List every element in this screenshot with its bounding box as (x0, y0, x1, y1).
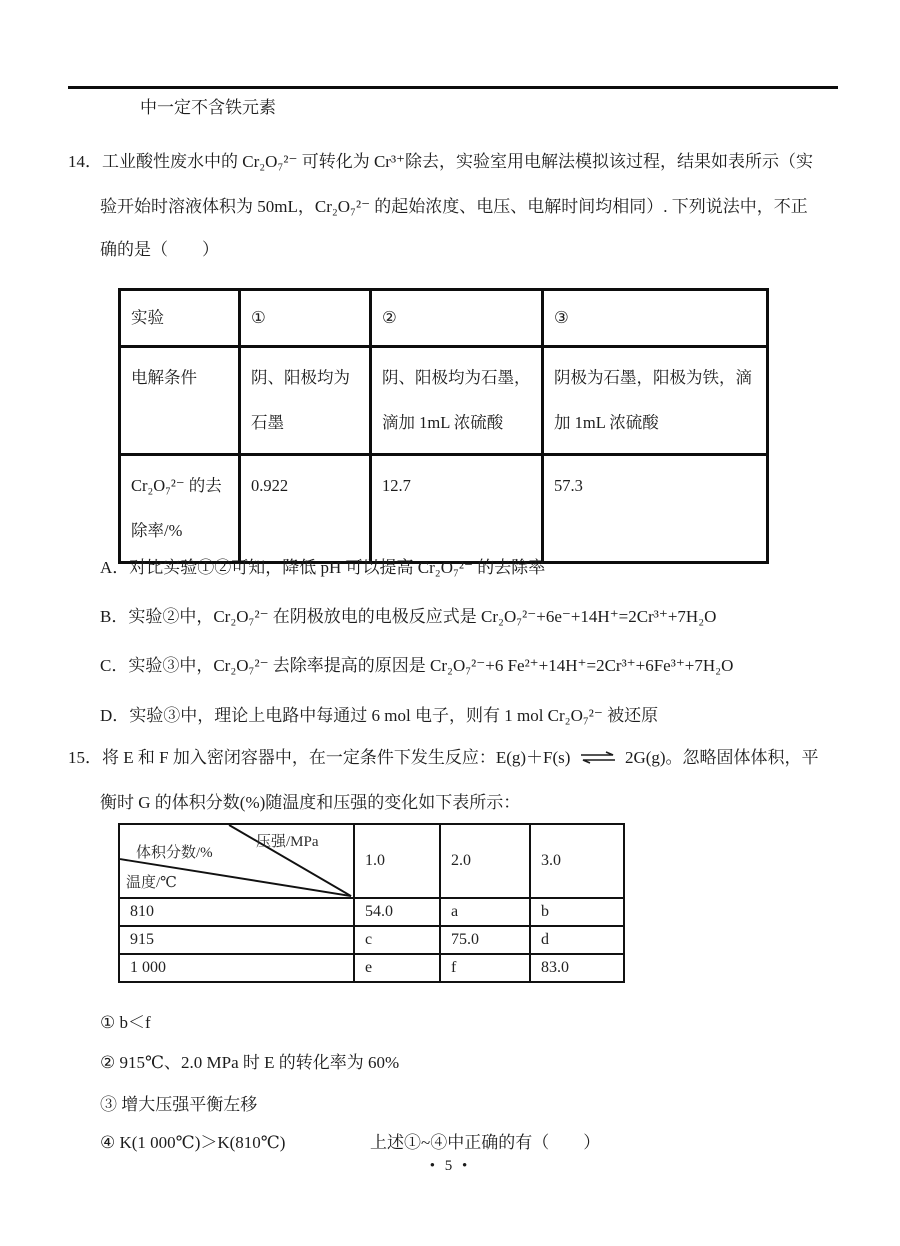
q14-option-b: B．实验②中，Cr₂O₇²⁻ 在阴极放电的电极反应式是 Cr₂O₇²⁻+6e⁻+14H⁺=2Cr³⁺+7H₂O (100, 607, 717, 626)
table-row (120, 455, 768, 563)
table-header-cell: 实验 (120, 290, 240, 347)
value-cell: 75.0 (440, 926, 530, 954)
q14-experiment-table (118, 288, 769, 564)
q14-option-d: D．实验③中，理论上电路中每通过 6 mol 电子，则有 1 mol Cr₂O₇²⁻ 被还原 (100, 706, 659, 725)
q15-stem-line1-pre: 15．将 E 和 F 加入密闭容器中，在一定条件下发生反应：E(g)＋F(s) (68, 748, 571, 767)
table-cell: 阴极为石墨，阳极为铁，滴加 1mL 浓硫酸 (543, 347, 768, 455)
q14-stem-line1: 14．工业酸性废水中的 Cr₂O₇²⁻ 可转化为 Cr³⁺除去，实验室用电解法模拟该过程，结果如表所示（实 (68, 152, 814, 171)
table-cell: Cr₂O₇²⁻ 的去除率/% (120, 455, 240, 563)
q14-option-a: A．对比实验①②可知，降低 pH 可以提高 Cr₂O₇²⁻ 的去除率 (100, 558, 546, 577)
table-cell: 阴、阳极均为石墨，滴加 1mL 浓硫酸 (371, 347, 543, 455)
q15-final-prompt: 上述①~④中正确的有（ ） (370, 1133, 601, 1152)
q15-data-table (118, 823, 625, 983)
table-row (120, 290, 768, 347)
q15-stem-line1-post: 2G(g)。忽略固体体积，平 (624, 748, 819, 767)
table-row (119, 926, 624, 954)
corner-label-pressure: 压强/MPa (256, 834, 319, 850)
value-cell: c (354, 926, 440, 954)
q15-stem-line2: 衡时 G 的体积分数(%)随温度和压强的变化如下表所示： (100, 793, 521, 812)
temperature-cell: 1 000 (119, 954, 354, 982)
table-header-cell: ③ (543, 290, 768, 347)
q15-statement-1: ① b＜f (100, 1013, 151, 1032)
table-cell: 12.7 (371, 455, 543, 563)
pressure-header-cell: 3.0 (530, 824, 624, 898)
table-header-cell: ① (240, 290, 371, 347)
table-row (120, 347, 768, 455)
pressure-header-cell: 2.0 (440, 824, 530, 898)
table-header-cell: ② (371, 290, 543, 347)
diagonal-header-cell (119, 824, 354, 898)
value-cell: a (440, 898, 530, 926)
value-cell: b (530, 898, 624, 926)
corner-label-volume-fraction: 体积分数/% (136, 845, 213, 861)
corner-label-temperature: 温度/℃ (126, 875, 177, 891)
footer-page-number: • 5 • (429, 1158, 471, 1174)
value-cell: f (440, 954, 530, 982)
table-cell: 57.3 (543, 455, 768, 563)
q15-stem-line1 (68, 747, 819, 770)
value-cell: d (530, 926, 624, 954)
q15-statement-2: ② 915℃、2.0 MPa 时 E 的转化率为 60% (100, 1053, 400, 1072)
q14-stem-line2: 验开始时溶液体积为 50mL，Cr₂O₇²⁻ 的起始浓度、电压、电解时间均相同）. 下列说法中，不正 (100, 197, 808, 216)
table-row (119, 898, 624, 926)
table-row (119, 954, 624, 982)
temperature-cell: 915 (119, 926, 354, 954)
pressure-header-cell: 1.0 (354, 824, 440, 898)
value-cell: e (354, 954, 440, 982)
table-cell: 阴、阳极均为石墨 (240, 347, 371, 455)
q15-statement-3: ③ 增大压强平衡左移 (100, 1095, 258, 1114)
q14-option-c: C．实验③中，Cr₂O₇²⁻ 去除率提高的原因是 Cr₂O₇²⁻+6 Fe²⁺+14H⁺=2Cr³⁺+6Fe³⁺+7H₂O (100, 656, 734, 675)
value-cell: 83.0 (530, 954, 624, 982)
continuation-text: 中一定不含铁元素 (140, 98, 276, 117)
header-rule (68, 86, 838, 89)
temperature-cell: 810 (119, 898, 354, 926)
table-cell: 0.922 (240, 455, 371, 563)
equilibrium-arrow-icon (579, 749, 617, 770)
value-cell: 54.0 (354, 898, 440, 926)
q15-statement-4: ④ K(1 000℃)＞K(810℃) (100, 1133, 286, 1152)
table-row (119, 824, 624, 898)
q14-stem-line3: 确的是（ ） (100, 240, 219, 259)
table-cell: 电解条件 (120, 347, 240, 455)
